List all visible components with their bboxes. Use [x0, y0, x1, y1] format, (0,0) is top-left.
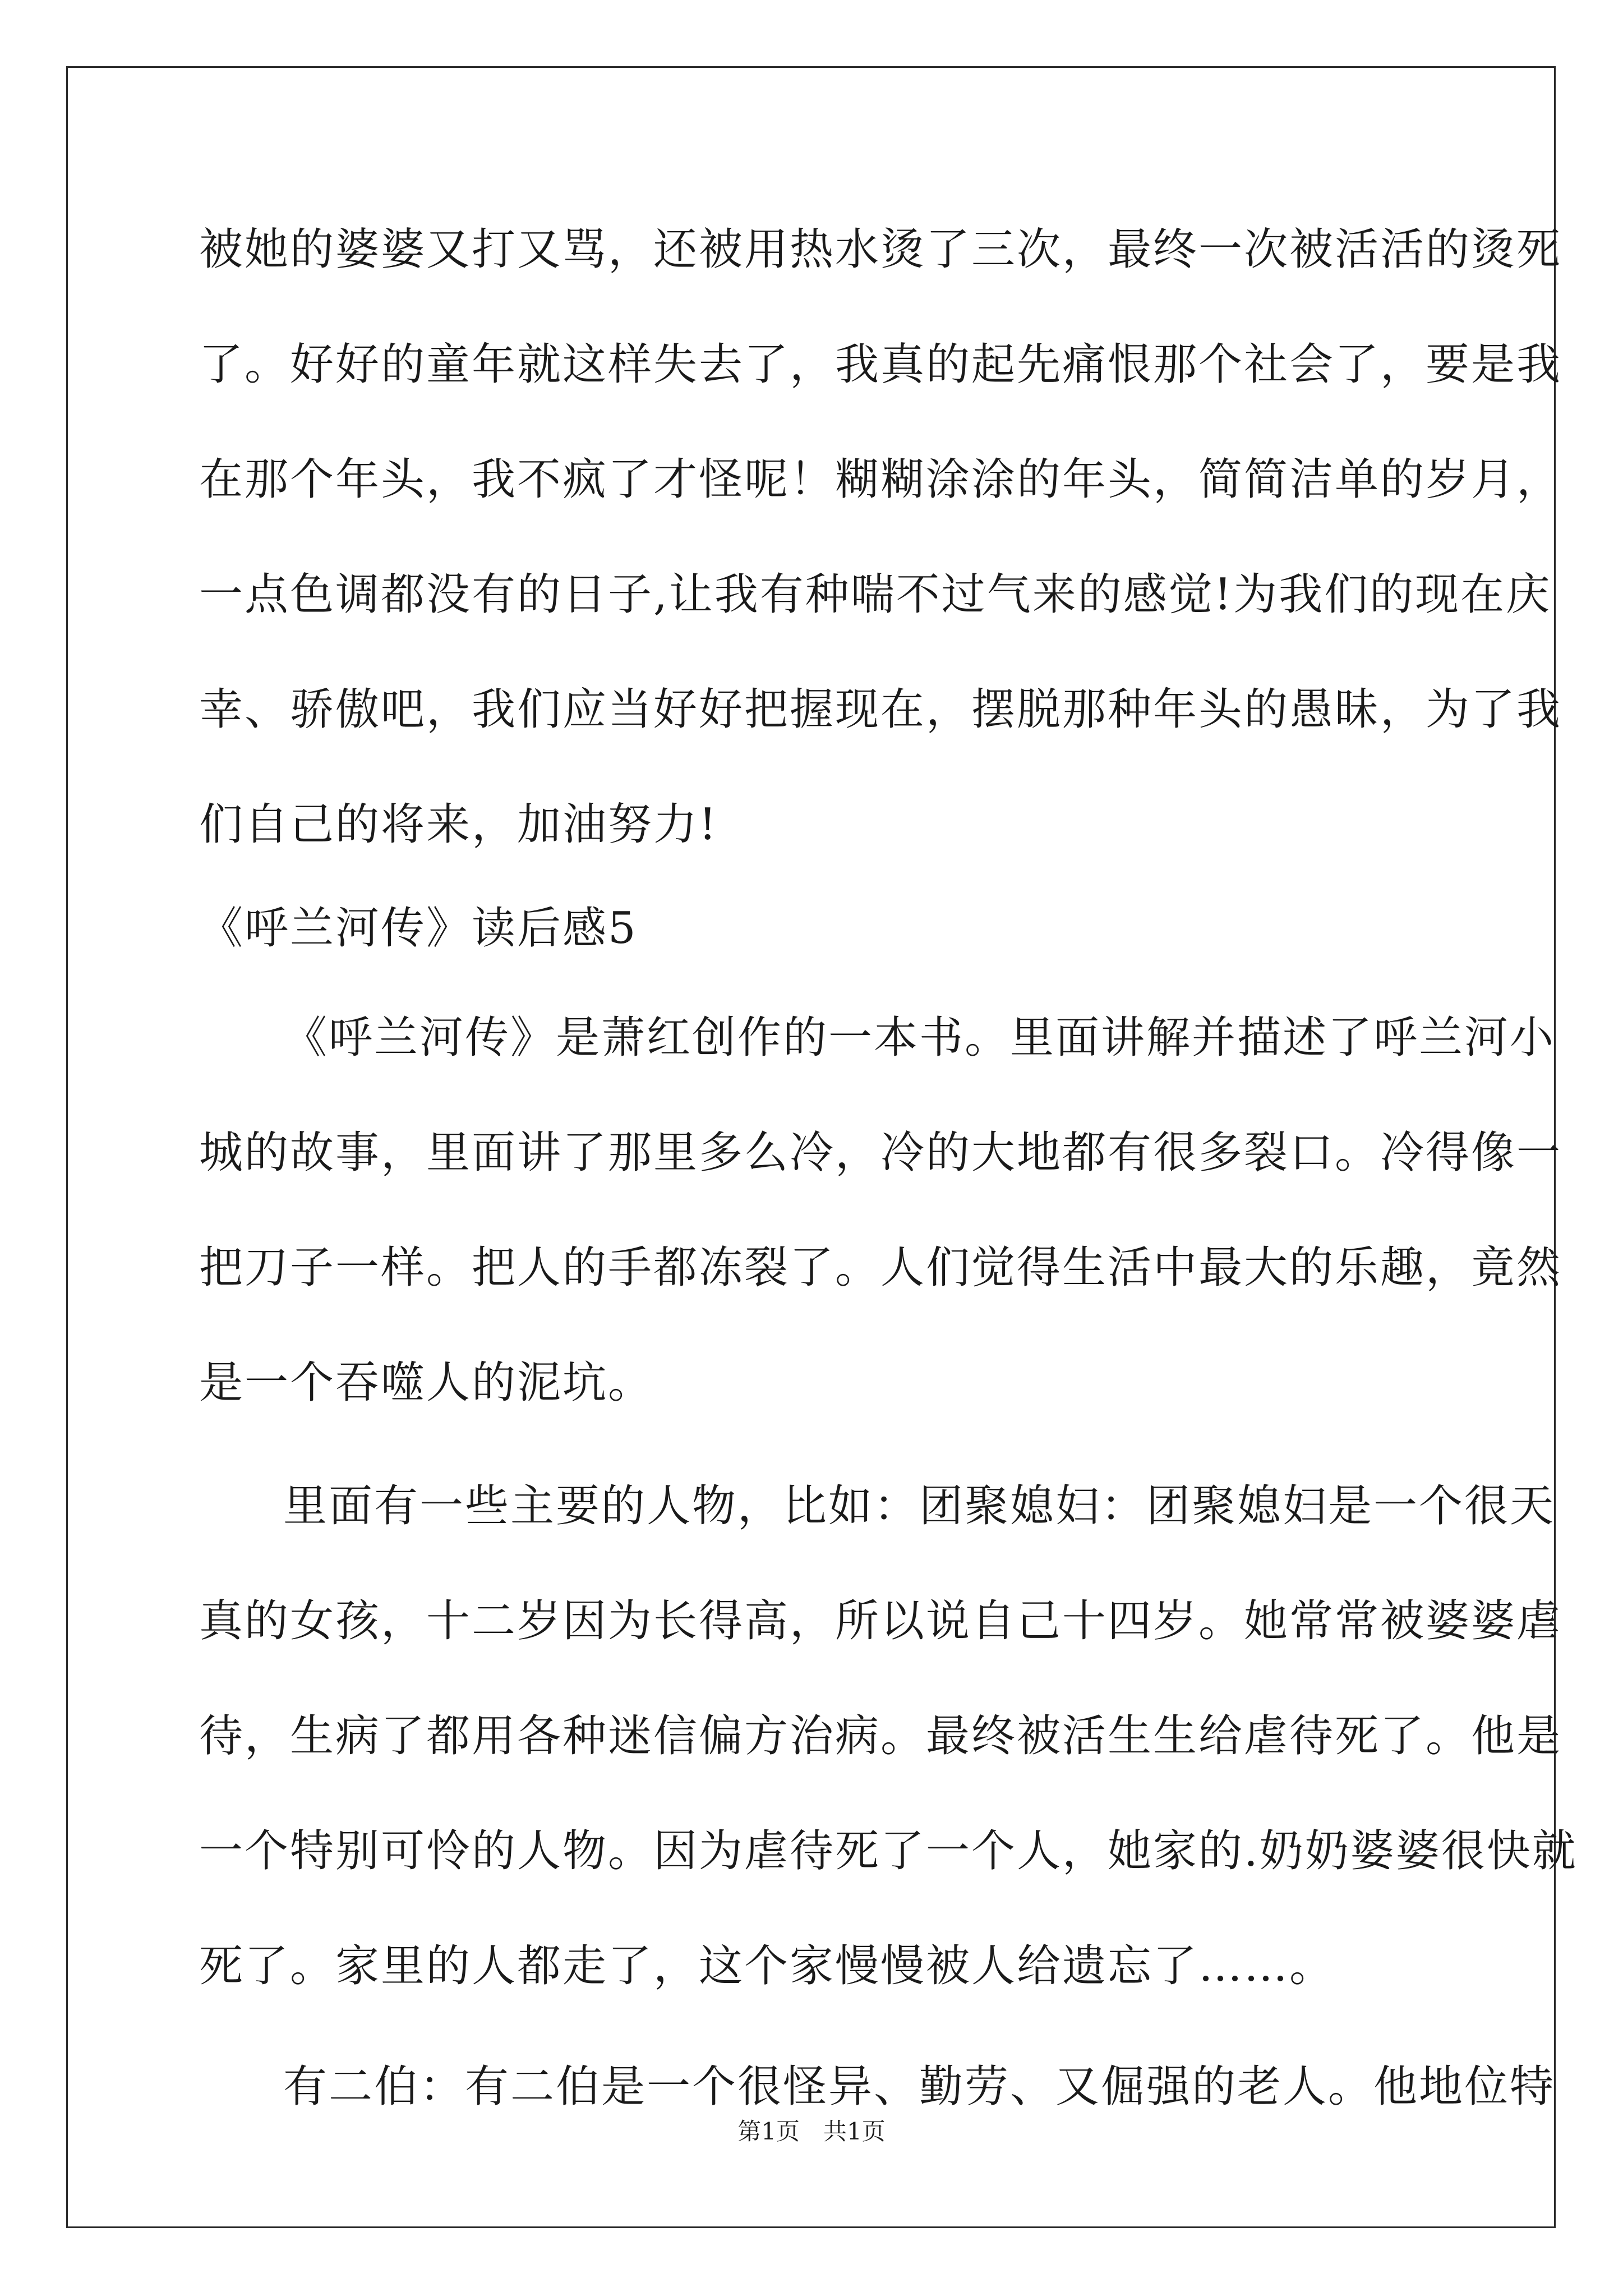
text-line: 真的女孩，十二岁因为长得高，所以说自己十四岁。她常常被婆婆虐 [199, 1596, 1562, 1646]
text-line: 了。好好的童年就这样失去了，我真的起先痛恨那个社会了，要是我 [199, 339, 1562, 390]
text-line: 待，生病了都用各种迷信偏方治病。最终被活生生给虐待死了。他是 [199, 1711, 1562, 1761]
text-line: 一个特别可怜的人物。因为虐待死了一个人，她家的.奶奶婆婆很快就 [199, 1826, 1578, 1876]
text-line: 城的故事，里面讲了那里多么冷，冷的大地都有很多裂口。冷得像一 [199, 1128, 1562, 1178]
paragraph-first-line: 《呼兰河传》是萧红创作的一本书。里面讲解并描述了呼兰河小 [283, 1013, 1556, 1063]
text-line: 幸、骄傲吧，我们应当好好把握现在，摆脱那种年头的愚昧，为了我 [199, 684, 1562, 735]
page-footer: 第1页 共1页 [737, 2118, 886, 2145]
text-line: 是一个吞噬人的泥坑。 [199, 1358, 654, 1408]
text-line: 把刀子一样。把人的手都冻裂了。人们觉得生活中最大的乐趣，竟然 [199, 1243, 1562, 1293]
text-line: 死了。家里的人都走了，这个家慢慢被人给遗忘了……。 [199, 1941, 1335, 1991]
section-heading: 《呼兰河传》读后感5 [199, 903, 638, 954]
paragraph-first-line: 里面有一些主要的人物，比如：团聚媳妇：团聚媳妇是一个很天 [283, 1481, 1556, 1531]
text-line: 一点色调都没有的日子,让我有种喘不过气来的感觉!为我们的现在庆 [199, 569, 1552, 620]
text-line: 被她的婆婆又打又骂，还被用热水烫了三次，最终一次被活活的烫死 [199, 224, 1562, 275]
paragraph-first-line: 有二伯：有二伯是一个很怪异、勤劳、又倔强的老人。他地位特 [283, 2062, 1556, 2112]
text-line: 们自己的将来，加油努力! [199, 799, 718, 850]
text-line: 在那个年头，我不疯了才怪呢！糊糊涂涂的年头，简简洁单的岁月， [199, 454, 1562, 505]
